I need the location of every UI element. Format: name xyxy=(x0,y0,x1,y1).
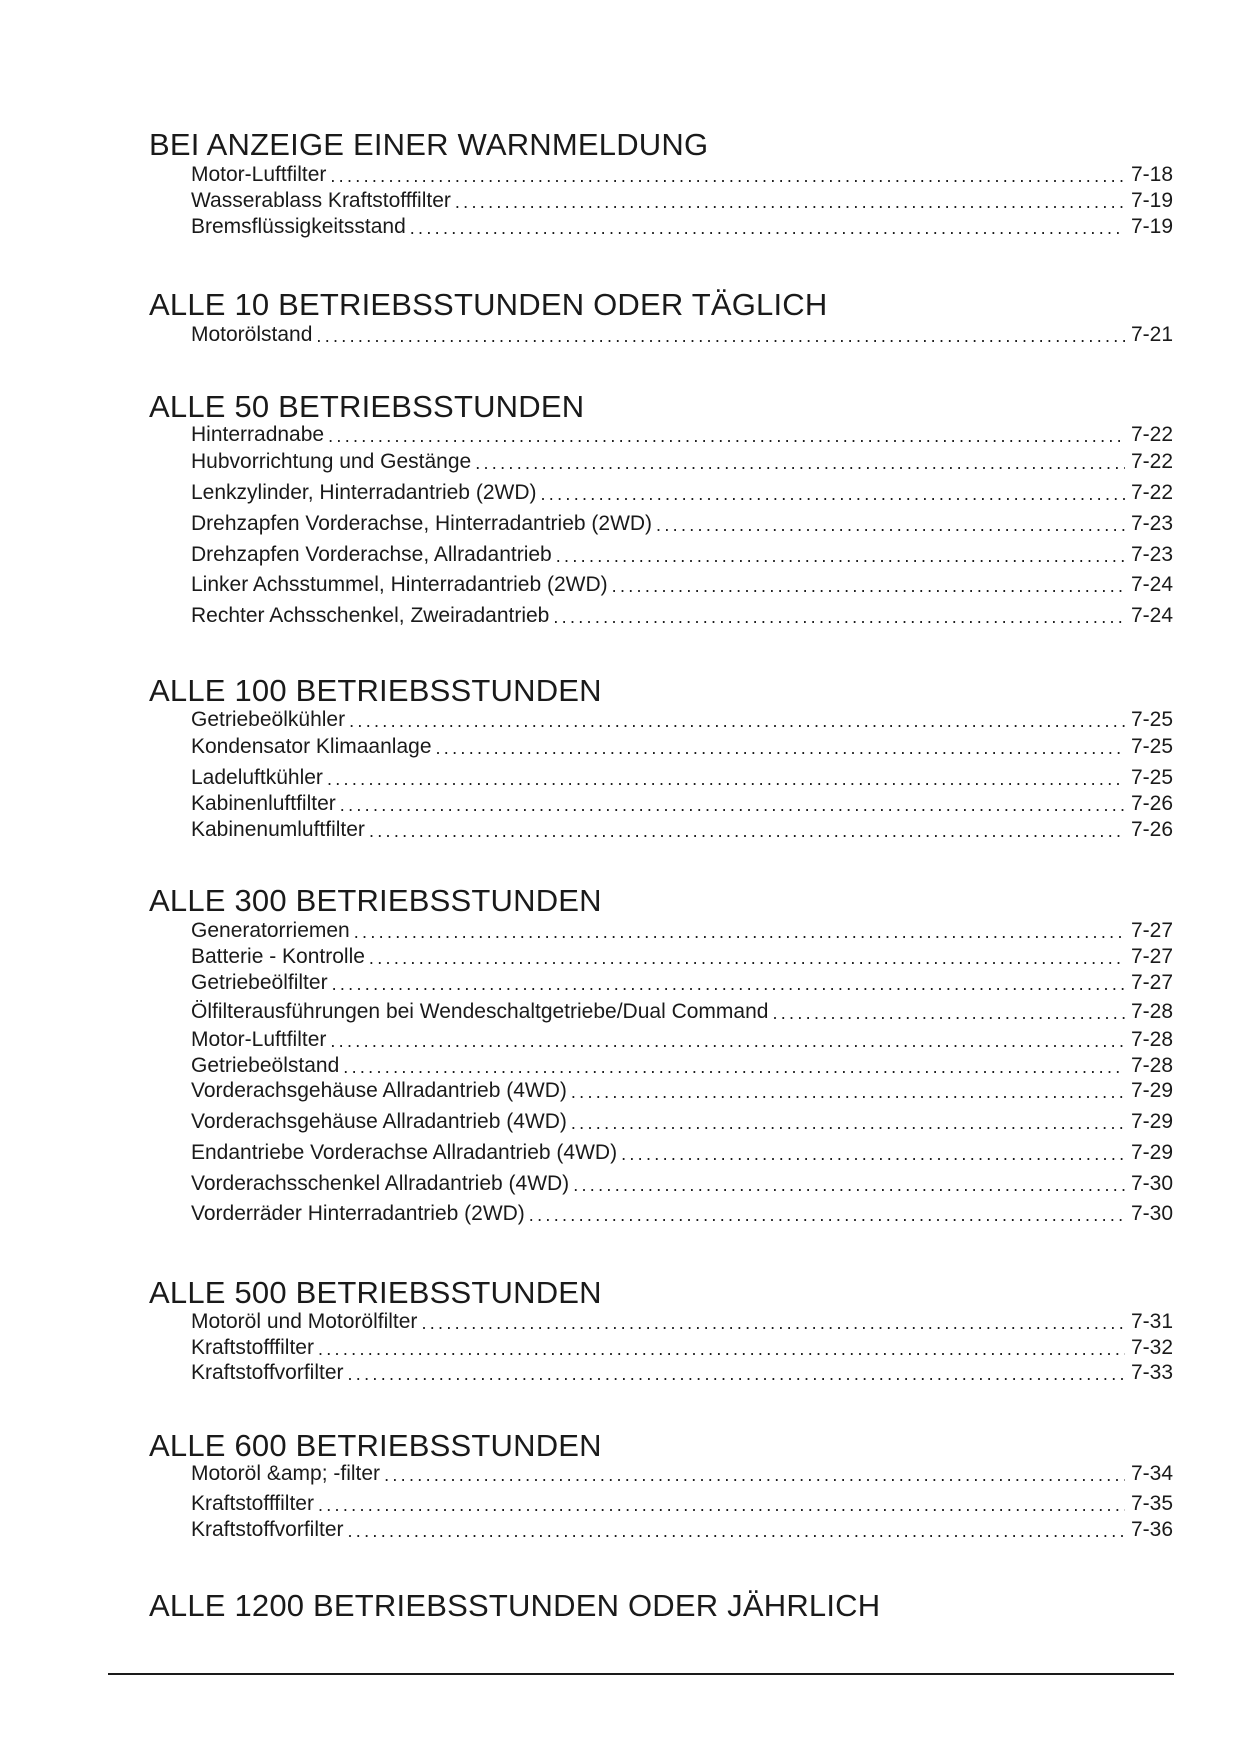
dot-leader xyxy=(316,325,1125,347)
section-heading: ALLE 600 BETRIEBSSTUNDEN xyxy=(149,1428,602,1463)
toc-entry-label: Hubvorrichtung und Gestänge xyxy=(191,450,472,473)
toc-entry-label: Lenkzylinder, Hinterradantrieb (2WD) xyxy=(191,481,537,504)
toc-entry-label: Hinterradnabe xyxy=(191,423,325,446)
dot-leader xyxy=(327,768,1125,790)
section-heading: ALLE 300 BETRIEBSSTUNDEN xyxy=(149,883,602,918)
dot-leader xyxy=(348,1520,1125,1542)
toc-entry[interactable] xyxy=(191,790,1173,816)
toc-entry[interactable] xyxy=(191,764,1173,790)
toc-entry-label: Motoröl und Motorölfilter xyxy=(191,1310,418,1333)
toc-entry-label: Generatorriemen xyxy=(191,919,350,942)
toc-entry[interactable] xyxy=(191,1308,1173,1334)
dot-leader xyxy=(621,1143,1125,1165)
dot-leader xyxy=(529,1204,1125,1226)
toc-entry[interactable] xyxy=(191,998,1173,1024)
toc-entry-page: 7-28 xyxy=(1130,1000,1173,1023)
dot-leader xyxy=(369,947,1125,969)
toc-entry-label: Kabinenluftfilter xyxy=(191,792,336,815)
dot-leader xyxy=(318,1338,1125,1360)
toc-entry[interactable] xyxy=(191,1516,1173,1542)
toc-entry-page: 7-19 xyxy=(1130,189,1173,212)
section-heading: ALLE 50 BETRIEBSSTUNDEN xyxy=(149,389,585,424)
dot-leader xyxy=(772,1002,1125,1024)
toc-entry[interactable] xyxy=(191,1052,1173,1078)
dot-leader xyxy=(369,820,1125,842)
dot-leader xyxy=(573,1174,1125,1196)
toc-entry-label: Getriebeölkühler xyxy=(191,708,346,731)
toc-entry[interactable] xyxy=(191,1334,1173,1360)
toc-entry-page: 7-19 xyxy=(1130,215,1173,238)
dot-leader xyxy=(318,1494,1125,1516)
dot-leader xyxy=(556,545,1125,567)
toc-entry-page: 7-22 xyxy=(1130,423,1173,446)
toc-entry-page: 7-29 xyxy=(1130,1110,1173,1133)
dot-leader xyxy=(475,452,1125,474)
toc-entry[interactable] xyxy=(191,1077,1173,1103)
toc-entry[interactable] xyxy=(191,706,1173,732)
toc-entry[interactable] xyxy=(191,421,1173,447)
toc-entry-page: 7-18 xyxy=(1130,163,1173,186)
toc-entry[interactable] xyxy=(191,1170,1173,1196)
toc-entry[interactable] xyxy=(191,541,1173,567)
toc-entry-page: 7-30 xyxy=(1130,1202,1173,1225)
toc-entry-page: 7-27 xyxy=(1130,971,1173,994)
toc-entry-label: Vorderräder Hinterradantrieb (2WD) xyxy=(191,1202,525,1225)
section-heading: ALLE 100 BETRIEBSSTUNDEN xyxy=(149,673,602,708)
toc-entry-page: 7-35 xyxy=(1130,1492,1173,1515)
toc-entry-label: Linker Achsstummel, Hinterradantrieb (2WD) xyxy=(191,573,608,596)
toc-entry-page: 7-34 xyxy=(1130,1462,1173,1485)
toc-entry-label: Vorderachsgehäuse Allradantrieb (4WD) xyxy=(191,1079,567,1102)
toc-entry-label: Drehzapfen Vorderachse, Hinterradantrieb (2WD) xyxy=(191,512,653,535)
toc-entry-label: Wasserablass Kraftstofffilter xyxy=(191,189,451,212)
toc-entry[interactable] xyxy=(191,187,1173,213)
toc-entry-label: Kraftstofffilter xyxy=(191,1336,314,1359)
dot-leader xyxy=(553,606,1125,628)
toc-entry-page: 7-21 xyxy=(1130,323,1173,346)
toc-entry-page: 7-29 xyxy=(1130,1079,1173,1102)
dot-leader xyxy=(330,165,1125,187)
toc-entry-page: 7-30 xyxy=(1130,1172,1173,1195)
toc-entry-page: 7-25 xyxy=(1130,708,1173,731)
toc-entry[interactable] xyxy=(191,321,1173,347)
toc-entry[interactable] xyxy=(191,161,1173,187)
toc-entry[interactable] xyxy=(191,733,1173,759)
toc-entry[interactable] xyxy=(191,1108,1173,1134)
toc-entry-label: Vorderachsschenkel Allradantrieb (4WD) xyxy=(191,1172,570,1195)
toc-entry-label: Kabinenumluftfilter xyxy=(191,818,365,841)
toc-entry-label: Kraftstofffilter xyxy=(191,1492,314,1515)
toc-entry-page: 7-33 xyxy=(1130,1361,1173,1384)
dot-leader xyxy=(571,1112,1125,1134)
toc-entry[interactable] xyxy=(191,1359,1173,1385)
toc-entry[interactable] xyxy=(191,816,1173,842)
dot-leader xyxy=(340,794,1125,816)
section-heading: ALLE 500 BETRIEBSSTUNDEN xyxy=(149,1275,602,1310)
toc-entry[interactable] xyxy=(191,1139,1173,1165)
toc-entry-page: 7-31 xyxy=(1130,1310,1173,1333)
dot-leader xyxy=(354,921,1125,943)
toc-entry[interactable] xyxy=(191,943,1173,969)
bottom-rule xyxy=(108,1673,1174,1675)
toc-entry[interactable] xyxy=(191,917,1173,943)
toc-entry[interactable] xyxy=(191,602,1173,628)
toc-entry-page: 7-27 xyxy=(1130,919,1173,942)
toc-entry-page: 7-28 xyxy=(1130,1054,1173,1077)
toc-entry-page: 7-22 xyxy=(1130,450,1173,473)
toc-entry-page: 7-32 xyxy=(1130,1336,1173,1359)
dot-leader xyxy=(612,575,1125,597)
toc-entry-label: Kondensator Klimaanlage xyxy=(191,735,432,758)
dot-leader xyxy=(349,710,1125,732)
toc-entry-label: Bremsflüssigkeitsstand xyxy=(191,215,406,238)
toc-entry[interactable] xyxy=(191,1460,1173,1486)
section-heading: ALLE 10 BETRIEBSSTUNDEN ODER TÄGLICH xyxy=(149,287,828,322)
toc-entry-page: 7-29 xyxy=(1130,1141,1173,1164)
toc-entry-page: 7-36 xyxy=(1130,1518,1173,1541)
dot-leader xyxy=(343,1056,1125,1078)
toc-entry-label: Getriebeölstand xyxy=(191,1054,340,1077)
dot-leader xyxy=(328,425,1125,447)
toc-entry-label: Rechter Achsschenkel, Zweiradantrieb xyxy=(191,604,550,627)
toc-entry-label: Motoröl &amp; -filter xyxy=(191,1462,381,1485)
dot-leader xyxy=(348,1363,1125,1385)
toc-entry-page: 7-26 xyxy=(1130,818,1173,841)
toc-entry-label: Motorölstand xyxy=(191,323,313,346)
toc-entry-label: Getriebeölfilter xyxy=(191,971,328,994)
dot-leader xyxy=(455,191,1125,213)
toc-entry-label: Motor-Luftfilter xyxy=(191,1028,327,1051)
toc-entry[interactable] xyxy=(191,213,1173,239)
toc-entry-label: Kraftstoffvorfilter xyxy=(191,1361,344,1384)
toc-entry-page: 7-24 xyxy=(1130,604,1173,627)
toc-entry-label: Endantriebe Vorderachse Allradantrieb (4WD) xyxy=(191,1141,618,1164)
toc-entry[interactable] xyxy=(191,510,1173,536)
toc-entry-page: 7-24 xyxy=(1130,573,1173,596)
toc-entry-page: 7-23 xyxy=(1130,543,1173,566)
toc-entry-label: Vorderachsgehäuse Allradantrieb (4WD) xyxy=(191,1110,567,1133)
toc-entry-page: 7-27 xyxy=(1130,945,1173,968)
toc-entry-page: 7-28 xyxy=(1130,1028,1173,1051)
dot-leader xyxy=(571,1081,1125,1103)
toc-entry-page: 7-22 xyxy=(1130,481,1173,504)
dot-leader xyxy=(656,514,1125,536)
toc-entry[interactable] xyxy=(191,448,1173,474)
toc-entry-page: 7-23 xyxy=(1130,512,1173,535)
toc-entry-label: Ladeluftkühler xyxy=(191,766,323,789)
dot-leader xyxy=(421,1312,1125,1334)
dot-leader xyxy=(332,973,1125,995)
dot-leader xyxy=(436,737,1125,759)
toc-entry[interactable] xyxy=(191,1490,1173,1516)
toc-entry-label: Kraftstoffvorfilter xyxy=(191,1518,344,1541)
toc-entry-label: Motor-Luftfilter xyxy=(191,163,327,186)
toc-entry-label: Batterie - Kontrolle xyxy=(191,945,365,968)
toc-entry-page: 7-26 xyxy=(1130,792,1173,815)
section-heading: BEI ANZEIGE EINER WARNMELDUNG xyxy=(149,127,709,162)
dot-leader xyxy=(384,1464,1125,1486)
toc-entry[interactable] xyxy=(191,571,1173,597)
dot-leader xyxy=(410,217,1125,239)
toc-entry-label: Ölfilterausführungen bei Wendeschaltgetriebe/Dual Command xyxy=(191,1000,769,1023)
toc-entry[interactable] xyxy=(191,479,1173,505)
toc-entry-page: 7-25 xyxy=(1130,766,1173,789)
dot-leader xyxy=(330,1030,1125,1052)
toc-entry[interactable] xyxy=(191,969,1173,995)
toc-entry-page: 7-25 xyxy=(1130,735,1173,758)
toc-entry[interactable] xyxy=(191,1200,1173,1226)
toc-entry-label: Drehzapfen Vorderachse, Allradantrieb xyxy=(191,543,552,566)
toc-entry[interactable] xyxy=(191,1026,1173,1052)
dot-leader xyxy=(540,483,1124,505)
section-heading: ALLE 1200 BETRIEBSSTUNDEN ODER JÄHRLICH xyxy=(149,1588,881,1623)
